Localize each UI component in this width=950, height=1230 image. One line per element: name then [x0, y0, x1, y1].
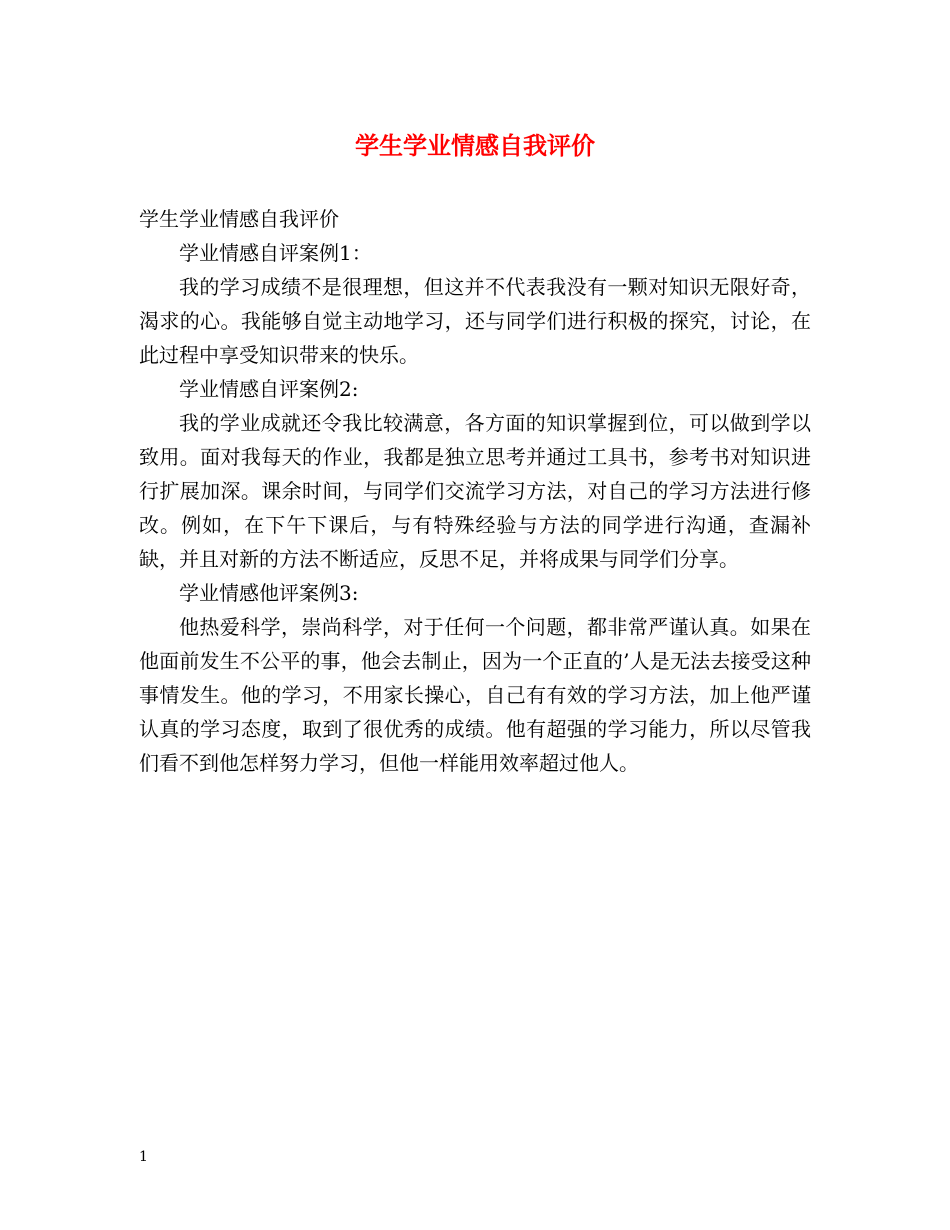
case-1-heading: 学业情感自评案例1： [179, 241, 372, 265]
document-body [139, 202, 811, 780]
body-heading: 学生学业情感自我评价 [139, 207, 339, 231]
page-number: 1 [139, 1149, 148, 1165]
case-3-heading: 学业情感他评案例3: [179, 581, 359, 605]
document-title: 学生学业情感自我评价 [355, 131, 595, 160]
case-2-heading: 学业情感自评案例2: [179, 377, 359, 401]
case-2-paragraph: 我的学业成就还令我比较满意，各方面的知识掌握到位，可以做到学以致用。面对我每天的作业，我都是独立思考并通过工具书，参考书对知识进行扩展加深。课余时间，与同学们交流学习方法，对自己的学习方法进行修改。例如，在下午下课后，与有特殊经验与方法的同学进行沟通，查漏补缺，并且对新的方法不断适应，反思不足，并将成果与同学们分享。 [139, 411, 811, 571]
case-1-paragraph: 我的学习成绩不是很理想，但这并不代表我没有一颗对知识无限好奇，渴求的心。我能够自觉主动地学习，还与同学们进行积极的探究，讨论，在此过程中享受知识带来的快乐。 [139, 275, 811, 367]
case-3-paragraph: 他热爱科学，崇尚科学，对于任何一个问题，都非常严谨认真。如果在他面前发生不公平的事，他会去制止，因为一个正直的’人是无法去接受这种事情发生。他的学习，不用家长操心，自己有有效的学习方法，加上他严谨认真的学习态度，取到了很优秀的成绩。他有超强的学习能力，所以尽管我们看不到他怎样努力学习，但他一样能用效率超过他人。 [139, 615, 811, 775]
